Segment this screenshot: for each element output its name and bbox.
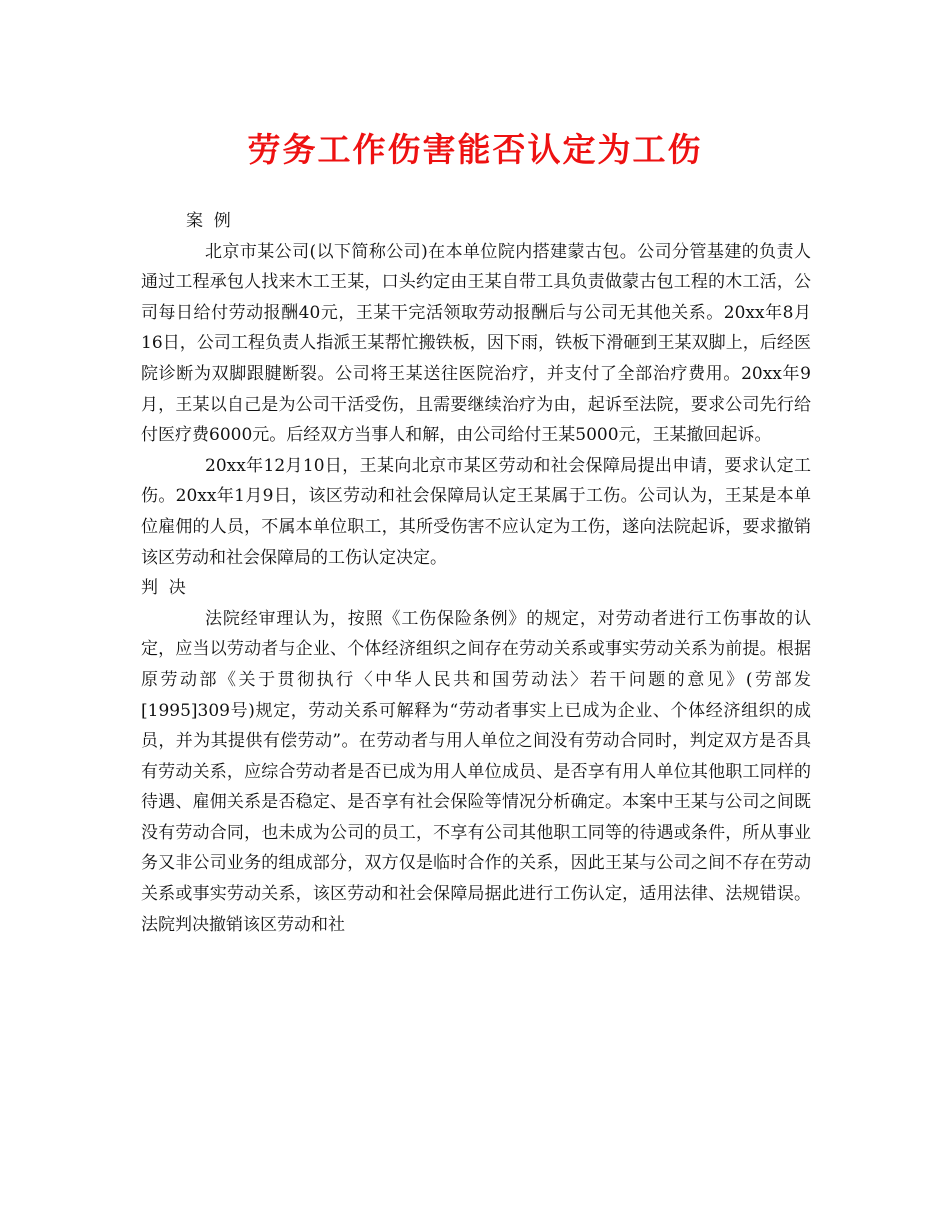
case-paragraph-2: 20xx年12月10日，王某向北京市某区劳动和社会保障局提出申请，要求认定工伤。20xx年1月9日，该区劳动和社会保障局认定王某属于工伤。公司认为，王某是本单位雇佣的人员，不属本单位职工，其所受伤害不应认定为工伤，遂向法院起诉，要求撤销该区劳动和社会保障局的工伤认定决定。 bbox=[141, 455, 811, 568]
judgment-paragraph-1: 法院经审理认为，按照《工伤保险条例》的规定，对劳动者进行工伤事故的认定，应当以劳动者与企业、个体经济组织之间存在劳动关系或事实劳动关系为前提。根据原劳动部《关于贯彻执行〈中华人民共和国劳动法〉若干问题的意见》(劳部发[1995]309号)规定，劳动关系可解释为“劳动者事实上已成为企业、个体经济组织的成员，并为其提供有偿劳动”。在劳动者与用人单位之间没有劳动合同时，判定双方是否具有劳动关系，应综合劳动者是否已成为用人单位成员、是否享有用人单位其他职工同样的待遇、雇佣关系是否稳定、是否享有社会保险等情况分析确定。本案中王某与公司之间既没有劳动合同，也未成为公司的员工，不享有公司其他职工同等的待遇或条件，所从事业务又非公司业务的组成部分，双方仅是临时合作的关系，因此王某与公司之间不存在劳动关系或事实劳动关系，该区劳动和社会保障局据此进行工伤认定，适用法律、法规错误。法院判决撤销该区劳动和社 bbox=[141, 608, 811, 935]
case-heading: 案 例 bbox=[186, 211, 231, 231]
document-body bbox=[141, 206, 811, 940]
case-paragraph-1: 北京市某公司(以下简称公司)在本单位院内搭建蒙古包。公司分管基建的负责人通过工程承包人找来木工王某，口头约定由王某自带工具负责做蒙古包工程的木工活，公司每日给付劳动报酬40元，王某干完活领取劳动报酬后与公司无其他关系。20xx年8月16日，公司工程负责人指派王某帮忙搬铁板，因下雨，铁板下滑砸到王某双脚上，后经医院诊断为双脚跟腱断裂。公司将王某送往医院治疗，并支付了全部治疗费用。20xx年9月，王某以自己是为公司干活受伤，且需要继续治疗为由，起诉至法院，要求公司先行给付医疗费6000元。后经双方当事人和解，由公司给付王某5000元，王某撤回起诉。 bbox=[141, 241, 811, 446]
judgment-heading: 判 决 bbox=[141, 578, 186, 599]
document-title: 劳务工作伤害能否认定为工伤 bbox=[247, 130, 703, 169]
